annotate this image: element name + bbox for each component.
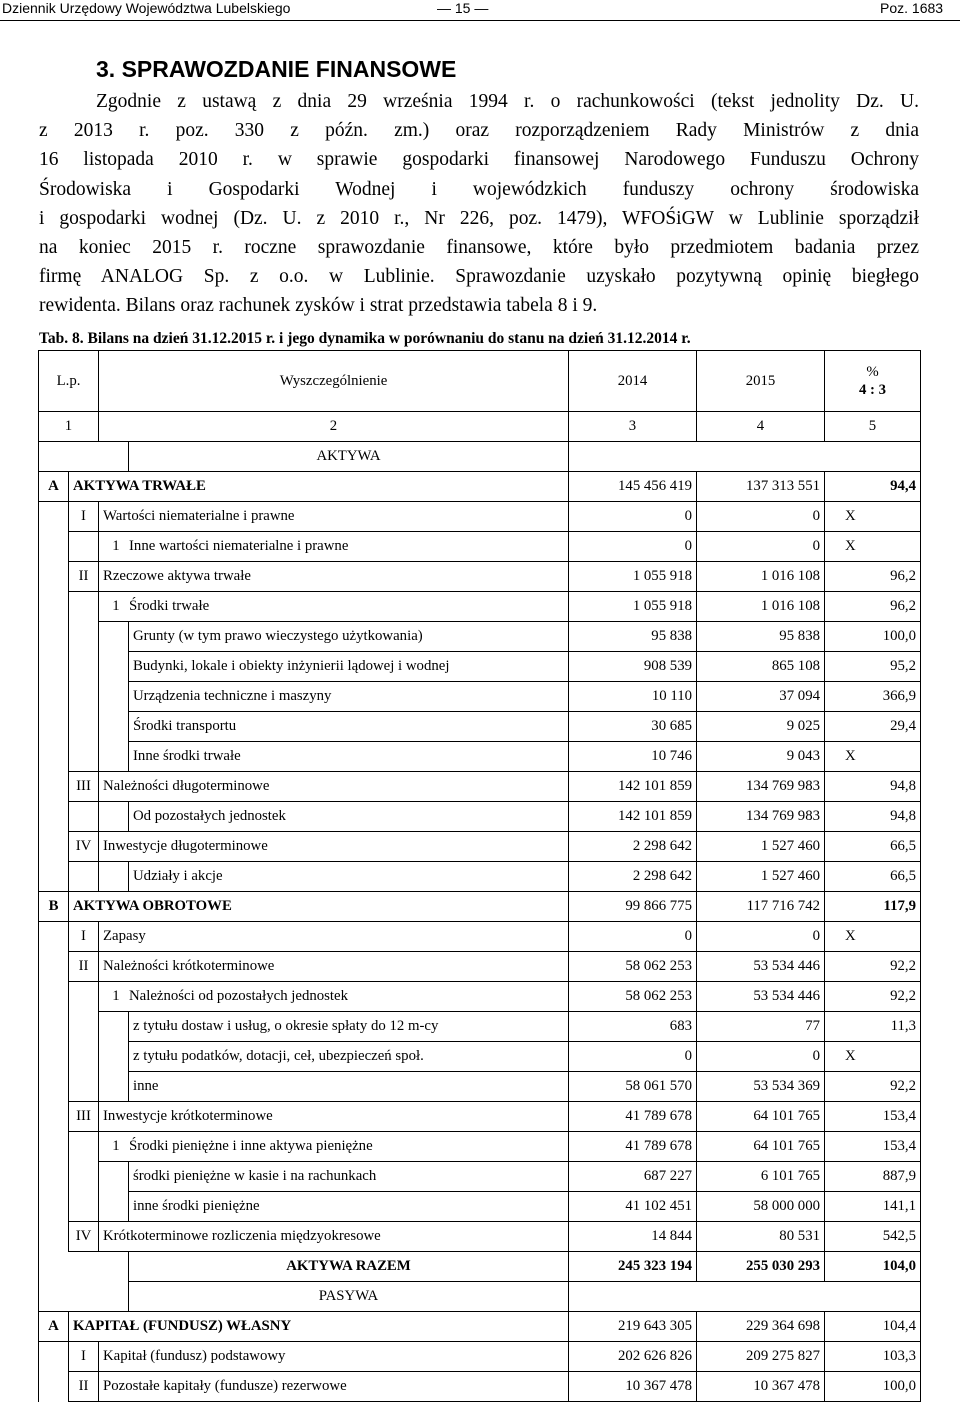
value-percent: 153,4 <box>825 1102 921 1132</box>
lp-level-2: I <box>69 1342 99 1372</box>
value-percent: 153,4 <box>825 1132 921 1162</box>
row-description-text: Należności od pozostałych jednostek <box>129 988 349 1004</box>
value-percent: 94,4 <box>825 472 921 502</box>
table-row <box>39 1072 921 1102</box>
blank-cell <box>99 1162 129 1192</box>
value-2015: 58 000 000 <box>697 1192 825 1222</box>
value-2014: 142 101 859 <box>569 802 697 832</box>
blank-cell <box>69 712 99 742</box>
blank-cell <box>39 772 69 802</box>
lp-level-1: B <box>39 892 69 922</box>
lp-level-1: A <box>39 1312 69 1342</box>
blank-cell <box>39 1222 69 1252</box>
value-2014: 145 456 419 <box>569 472 697 502</box>
blank-cell <box>39 502 69 532</box>
value-2014: 10 746 <box>569 742 697 772</box>
table-row <box>39 1012 921 1042</box>
blank-cell <box>99 1012 129 1042</box>
lp-level-2: IV <box>69 1222 99 1252</box>
value-2014: 41 789 678 <box>569 1102 697 1132</box>
paragraph-line: Środowiska i Gospodarki Wodnej i wojewódzkich funduszy ochrony środowiska <box>39 178 919 200</box>
value-2015: 64 101 765 <box>697 1132 825 1162</box>
value-2014: 908 539 <box>569 652 697 682</box>
blank-cell <box>39 952 69 982</box>
column-number-row <box>39 412 921 442</box>
column-number: 5 <box>825 412 921 442</box>
blank-cell <box>39 622 69 652</box>
table-row <box>39 1102 921 1132</box>
value-2014: 99 866 775 <box>569 892 697 922</box>
blank-cell <box>39 832 69 862</box>
row-description-text: Środki trwałe <box>129 598 210 614</box>
blank-cell <box>99 802 129 832</box>
blank-cell <box>39 1102 69 1132</box>
blank-cell <box>99 1072 129 1102</box>
blank-cell <box>39 1162 69 1192</box>
blank-cell <box>69 862 99 892</box>
value-2015: 229 364 698 <box>697 1312 825 1342</box>
blank-cell <box>39 1372 69 1402</box>
table-row <box>39 442 921 472</box>
table-row <box>39 622 921 652</box>
row-description: Rzeczowe aktywa trwałe <box>99 562 569 592</box>
row-description: Wartości niematerialne i prawne <box>99 502 569 532</box>
table-row <box>39 472 921 502</box>
value-2015: 137 313 551 <box>697 472 825 502</box>
row-description: Od pozostałych jednostek <box>129 802 569 832</box>
paragraph-line: Zgodnie z ustawą z dnia 29 września 1994 r. o rachunkowości (tekst jednolity Dz. U. <box>96 91 919 112</box>
paragraph-line: rewidenta. Bilans oraz rachunek zysków i strat przedstawia tabela 8 i 9. <box>39 295 598 317</box>
blank-cell <box>39 1072 69 1102</box>
value-percent: 94,8 <box>825 802 921 832</box>
section-label: AKTYWA <box>129 442 569 472</box>
table-row <box>39 502 921 532</box>
row-description: Zapasy <box>99 922 569 952</box>
blank-cell <box>39 1012 69 1042</box>
row-description <box>99 532 569 562</box>
table-caption: Tab. 8. Bilans na dzień 31.12.2015 r. i jego dynamika w porównaniu do stanu na dzień 31.12.2014 r. <box>39 330 691 347</box>
blank-cell <box>69 1162 99 1192</box>
row-description: z tytułu podatków, dotacji, ceł, ubezpieczeń społ. <box>129 1042 569 1072</box>
row-description: AKTYWA TRWAŁE <box>69 472 569 502</box>
table-row <box>39 1162 921 1192</box>
value-percent: 141,1 <box>825 1192 921 1222</box>
table-row <box>39 712 921 742</box>
blank-cell <box>569 442 921 472</box>
value-2014: 1 055 918 <box>569 562 697 592</box>
percent-ratio: 4 : 3 <box>858 382 887 398</box>
blank-cell <box>99 622 129 652</box>
value-2015: 117 716 742 <box>697 892 825 922</box>
blank-cell <box>39 1252 129 1282</box>
value-percent: 366,9 <box>825 682 921 712</box>
lp-level-1: A <box>39 472 69 502</box>
value-2014: 683 <box>569 1012 697 1042</box>
row-description: Inwestycje krótkoterminowe <box>99 1102 569 1132</box>
table-row <box>39 1282 921 1312</box>
blank-cell <box>99 742 129 772</box>
value-2015: 209 275 827 <box>697 1342 825 1372</box>
blank-cell <box>39 1192 69 1222</box>
page-header <box>0 0 960 21</box>
value-2014: 10 367 478 <box>569 1372 697 1402</box>
value-percent: 92,2 <box>825 952 921 982</box>
blank-cell <box>99 862 129 892</box>
value-2014: 687 227 <box>569 1162 697 1192</box>
value-2014: 2 298 642 <box>569 832 697 862</box>
blank-cell <box>99 1042 129 1072</box>
value-percent: 94,8 <box>825 772 921 802</box>
balance-table <box>38 350 921 1402</box>
value-percent: 92,2 <box>825 1072 921 1102</box>
row-description: AKTYWA RAZEM <box>129 1252 569 1282</box>
lp-level-3: 1 <box>112 1138 120 1154</box>
value-percent: X <box>825 922 921 952</box>
blank-cell <box>39 442 129 472</box>
paragraph-line: i gospodarki wodnej (Dz. U. z 2010 r., Nr 226, poz. 1479), WFOŚiGW w Lublinie sporządził <box>39 207 919 229</box>
value-2014: 142 101 859 <box>569 772 697 802</box>
lp-level-2: II <box>69 562 99 592</box>
value-2015: 64 101 765 <box>697 1102 825 1132</box>
lp-level-2: III <box>69 772 99 802</box>
value-2014: 58 062 253 <box>569 952 697 982</box>
blank-cell <box>39 652 69 682</box>
intro-paragraph <box>39 87 919 321</box>
value-2015: 37 094 <box>697 682 825 712</box>
value-2015: 9 025 <box>697 712 825 742</box>
table-row <box>39 832 921 862</box>
blank-cell <box>39 1132 69 1162</box>
blank-cell <box>69 622 99 652</box>
header-lp: L.p. <box>39 351 99 412</box>
value-2014: 95 838 <box>569 622 697 652</box>
value-2014: 10 110 <box>569 682 697 712</box>
section-title: 3. SPRAWOZDANIE FINANSOWE <box>96 56 457 82</box>
value-2014: 58 061 570 <box>569 1072 697 1102</box>
row-description: inne środki pieniężne <box>129 1192 569 1222</box>
table-row <box>39 1342 921 1372</box>
table-row <box>39 952 921 982</box>
value-2015: 10 367 478 <box>697 1372 825 1402</box>
table-row <box>39 652 921 682</box>
paragraph-line: z 2013 r. poz. 330 z późn. zm.) oraz rozporządzeniem Rady Ministrów z dnia <box>39 120 919 142</box>
row-description-text: Inne wartości niematerialne i prawne <box>129 538 349 554</box>
position-number: Poz. 1683 <box>880 0 944 16</box>
table-row <box>39 922 921 952</box>
value-2015: 9 043 <box>697 742 825 772</box>
value-2015: 95 838 <box>697 622 825 652</box>
blank-cell <box>69 592 99 622</box>
blank-cell <box>69 1192 99 1222</box>
table-row <box>39 1192 921 1222</box>
value-percent: 100,0 <box>825 622 921 652</box>
blank-cell <box>39 562 69 592</box>
percent-symbol: % <box>866 364 879 380</box>
value-2014: 219 643 305 <box>569 1312 697 1342</box>
blank-cell <box>99 712 129 742</box>
value-percent: 104,4 <box>825 1312 921 1342</box>
header-percent <box>825 351 921 412</box>
value-percent: 92,2 <box>825 982 921 1012</box>
row-description: Środki transportu <box>129 712 569 742</box>
row-description-text: Środki pieniężne i inne aktywa pieniężne <box>129 1138 373 1154</box>
row-description: AKTYWA OBROTOWE <box>69 892 569 922</box>
blank-cell <box>39 742 69 772</box>
value-2014: 30 685 <box>569 712 697 742</box>
value-percent: 103,3 <box>825 1342 921 1372</box>
value-2015: 0 <box>697 922 825 952</box>
column-number: 1 <box>39 412 99 442</box>
value-percent: 29,4 <box>825 712 921 742</box>
value-percent: 104,0 <box>825 1252 921 1282</box>
value-2014: 0 <box>569 502 697 532</box>
table-row <box>39 742 921 772</box>
row-description: Budynki, lokale i obiekty inżynierii lądowej i wodnej <box>129 652 569 682</box>
table-row <box>39 562 921 592</box>
blank-cell <box>69 1072 99 1102</box>
blank-cell <box>69 1132 99 1162</box>
blank-cell <box>39 532 69 562</box>
value-2015: 134 769 983 <box>697 772 825 802</box>
blank-cell <box>39 712 69 742</box>
lp-level-2: IV <box>69 832 99 862</box>
value-2015: 0 <box>697 502 825 532</box>
value-percent: X <box>825 1042 921 1072</box>
row-description: Krótkoterminowe rozliczenia międzyokresowe <box>99 1222 569 1252</box>
row-description: Należności długoterminowe <box>99 772 569 802</box>
table-row <box>39 1312 921 1342</box>
paragraph-line: na koniec 2015 r. roczne sprawozdanie finansowe, które było przedmiotem badania przez <box>39 236 919 258</box>
blank-cell <box>69 652 99 682</box>
blank-cell <box>69 1042 99 1072</box>
lp-level-2: III <box>69 1102 99 1132</box>
blank-cell <box>39 1042 69 1072</box>
row-description: KAPITAŁ (FUNDUSZ) WŁASNY <box>69 1312 569 1342</box>
row-description: Udziały i akcje <box>129 862 569 892</box>
blank-cell <box>39 802 69 832</box>
row-description: Grunty (w tym prawo wieczystego użytkowania) <box>129 622 569 652</box>
row-description: Inne środki trwałe <box>129 742 569 772</box>
value-2015: 77 <box>697 1012 825 1042</box>
table-header-row <box>39 351 921 412</box>
blank-cell <box>39 592 69 622</box>
table-row <box>39 772 921 802</box>
row-description: Urządzenia techniczne i maszyny <box>129 682 569 712</box>
value-2015: 865 108 <box>697 652 825 682</box>
value-percent: 100,0 <box>825 1372 921 1402</box>
lp-level-2: II <box>69 952 99 982</box>
column-number: 3 <box>569 412 697 442</box>
paragraph-line: firmę ANALOG Sp. z o.o. w Lublinie. Sprawozdanie uzyskało pozytywną opinię biegłego <box>39 266 919 288</box>
value-percent: 96,2 <box>825 592 921 622</box>
value-2014: 0 <box>569 532 697 562</box>
blank-cell <box>69 1012 99 1042</box>
lp-level-3: 1 <box>112 598 120 614</box>
value-2015: 0 <box>697 1042 825 1072</box>
value-2015: 1 016 108 <box>697 592 825 622</box>
value-2014: 202 626 826 <box>569 1342 697 1372</box>
row-description: Inwestycje długoterminowe <box>99 832 569 862</box>
section-label: PASYWA <box>129 1282 569 1312</box>
value-percent: X <box>825 502 921 532</box>
value-percent: X <box>825 742 921 772</box>
blank-cell <box>69 982 99 1012</box>
value-2014: 1 055 918 <box>569 592 697 622</box>
row-description: Kapitał (fundusz) podstawowy <box>99 1342 569 1372</box>
paragraph-line: 16 listopada 2010 r. w sprawie gospodarki finansowej Narodowego Funduszu Ochrony <box>39 149 919 171</box>
column-number: 4 <box>697 412 825 442</box>
table-row <box>39 682 921 712</box>
table-row <box>39 532 921 562</box>
value-percent: 66,5 <box>825 832 921 862</box>
blank-cell <box>569 1282 921 1312</box>
table-row <box>39 982 921 1012</box>
lp-level-3: 1 <box>112 538 120 554</box>
value-2015: 53 534 369 <box>697 1072 825 1102</box>
header-2014: 2014 <box>569 351 697 412</box>
blank-cell <box>39 682 69 712</box>
blank-cell <box>39 1342 69 1372</box>
value-percent: 96,2 <box>825 562 921 592</box>
row-description: Pozostałe kapitały (fundusze) rezerwowe <box>99 1372 569 1402</box>
blank-cell <box>99 652 129 682</box>
blank-cell <box>69 532 99 562</box>
page-number: — 15 — <box>437 0 489 16</box>
value-percent: 117,9 <box>825 892 921 922</box>
value-2014: 41 102 451 <box>569 1192 697 1222</box>
value-2015: 80 531 <box>697 1222 825 1252</box>
table-row <box>39 802 921 832</box>
value-2014: 0 <box>569 922 697 952</box>
value-percent: 542,5 <box>825 1222 921 1252</box>
blank-cell <box>99 1192 129 1222</box>
table-row <box>39 1222 921 1252</box>
value-2015: 255 030 293 <box>697 1252 825 1282</box>
value-2014: 58 062 253 <box>569 982 697 1012</box>
table-row <box>39 1372 921 1402</box>
row-description: z tytułu dostaw i usług, o okresie spłaty do 12 m-cy <box>129 1012 569 1042</box>
blank-cell <box>99 682 129 712</box>
journal-name: Dziennik Urzędowy Województwa Lubelskiego <box>2 0 291 16</box>
blank-cell <box>69 802 99 832</box>
row-description <box>99 1132 569 1162</box>
header-2015: 2015 <box>697 351 825 412</box>
value-2014: 14 844 <box>569 1222 697 1252</box>
lp-level-2: I <box>69 922 99 952</box>
table-row <box>39 1042 921 1072</box>
row-description: Należności krótkoterminowe <box>99 952 569 982</box>
value-2015: 6 101 765 <box>697 1162 825 1192</box>
value-2014: 0 <box>569 1042 697 1072</box>
row-description: inne <box>129 1072 569 1102</box>
value-percent: X <box>825 532 921 562</box>
blank-cell <box>39 862 69 892</box>
value-2015: 134 769 983 <box>697 802 825 832</box>
value-percent: 11,3 <box>825 1012 921 1042</box>
column-number: 2 <box>99 412 569 442</box>
blank-cell <box>39 1282 129 1312</box>
blank-cell <box>39 982 69 1012</box>
row-description <box>99 592 569 622</box>
blank-cell <box>69 682 99 712</box>
value-2014: 2 298 642 <box>569 862 697 892</box>
blank-cell <box>69 742 99 772</box>
value-percent: 95,2 <box>825 652 921 682</box>
table-row <box>39 1132 921 1162</box>
header-description: Wyszczególnienie <box>99 351 569 412</box>
table-row <box>39 1252 921 1282</box>
value-2015: 0 <box>697 532 825 562</box>
value-2015: 53 534 446 <box>697 982 825 1012</box>
value-2014: 41 789 678 <box>569 1132 697 1162</box>
value-2015: 1 016 108 <box>697 562 825 592</box>
row-description: środki pieniężne w kasie i na rachunkach <box>129 1162 569 1192</box>
value-percent: 887,9 <box>825 1162 921 1192</box>
lp-level-3: 1 <box>112 988 120 1004</box>
value-2015: 53 534 446 <box>697 952 825 982</box>
lp-level-2: I <box>69 502 99 532</box>
value-2015: 1 527 460 <box>697 832 825 862</box>
lp-level-2: II <box>69 1372 99 1402</box>
value-2015: 1 527 460 <box>697 862 825 892</box>
table-row <box>39 592 921 622</box>
blank-cell <box>39 922 69 952</box>
table-row <box>39 862 921 892</box>
value-2014: 245 323 194 <box>569 1252 697 1282</box>
table-row <box>39 892 921 922</box>
value-percent: 66,5 <box>825 862 921 892</box>
row-description <box>99 982 569 1012</box>
